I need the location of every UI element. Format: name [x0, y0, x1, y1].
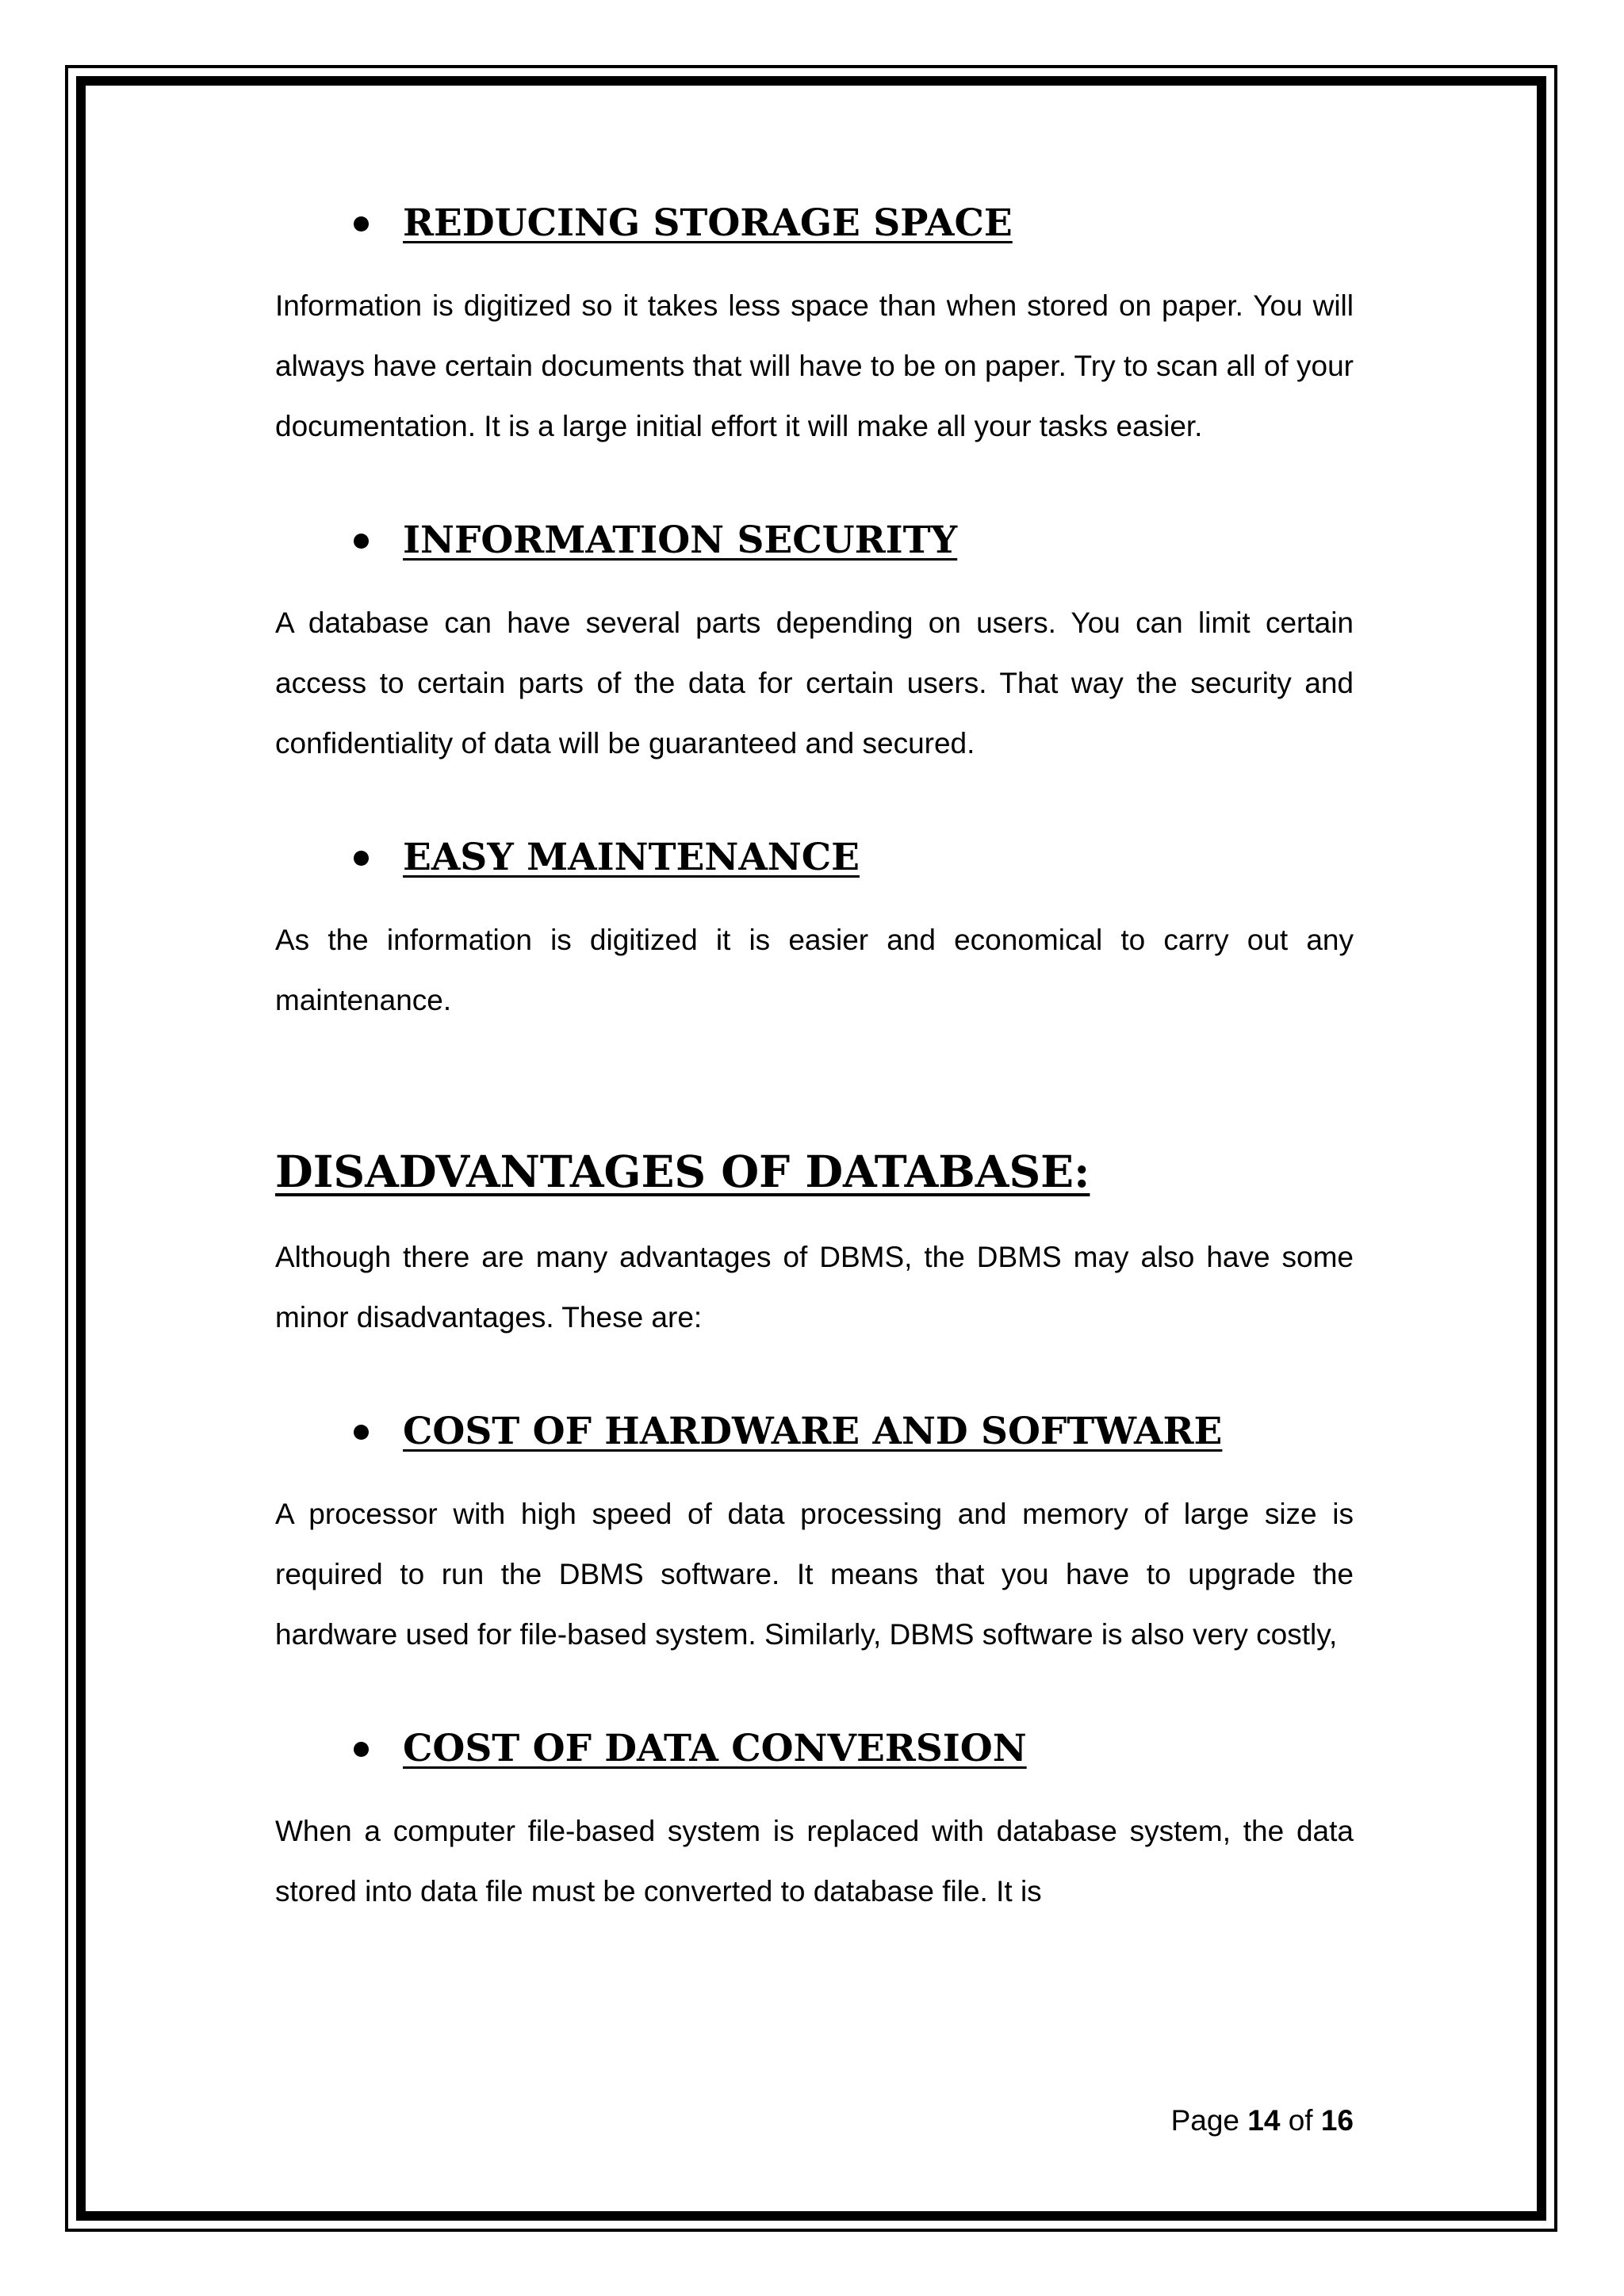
section-heading-cost-hardware-software — [275, 1403, 1354, 1460]
bullet-icon — [354, 851, 369, 866]
section-heading-text: EASY MAINTENANCE — [403, 836, 860, 879]
current-page-number: 14 — [1247, 2104, 1281, 2137]
section-heading-information-security — [275, 512, 1354, 569]
section-paragraph-cost-hardware-software: A processor with high speed of data processing and memory of large size is required to run the DBMS software. It means that you have to upgrade the hardware used for file-based system. Similarly, DBMS software is also very costly, — [275, 1498, 1354, 1651]
section-heading-cost-data-conversion — [275, 1720, 1354, 1777]
disadvantages-title: DISADVANTAGES OF DATABASE: — [275, 1146, 1090, 1197]
total-page-count: 16 — [1320, 2104, 1354, 2137]
section-paragraph-cost-data-conversion: When a computer file-based system is replaced with database system, the data stored into data file must be converted to database file. It is — [275, 1815, 1354, 1908]
section-heading-text: REDUCING STORAGE SPACE — [403, 201, 1013, 245]
disadvantages-intro: Although there are many advantages of DBMS, the DBMS may also have some minor disadvantages. These are: — [275, 1241, 1354, 1334]
bullet-icon — [354, 1742, 369, 1757]
page-content — [275, 195, 1354, 1922]
section-paragraph-reducing-storage: Information is digitized so it takes less space than when stored on paper. You will always have certain documents that will have to be on paper. Try to scan all of your documentation. It is a large initial effort it will make all your tasks easier. — [275, 289, 1354, 442]
bullet-icon — [354, 216, 369, 232]
section-heading-text: COST OF DATA CONVERSION — [403, 1727, 1027, 1770]
section-heading-reducing-storage — [275, 195, 1354, 252]
page-number-footer — [1171, 2101, 1354, 2141]
section-paragraph-information-security: A database can have several parts depending on users. You can limit certain access to certain parts of the data for certain users. That way the security and confidentiality of data will be guaranteed and secured. — [275, 607, 1354, 760]
bullet-icon — [354, 534, 369, 549]
section-heading-text: INFORMATION SECURITY — [403, 519, 958, 562]
of-label: of — [1288, 2104, 1313, 2137]
section-heading-text: COST OF HARDWARE AND SOFTWARE — [403, 1410, 1223, 1453]
section-heading-easy-maintenance — [275, 829, 1354, 886]
page-label: Page — [1170, 2104, 1239, 2137]
section-paragraph-easy-maintenance: As the information is digitized it is easier and economical to carry out any maintenance. — [275, 924, 1354, 1016]
bullet-icon — [354, 1425, 369, 1440]
